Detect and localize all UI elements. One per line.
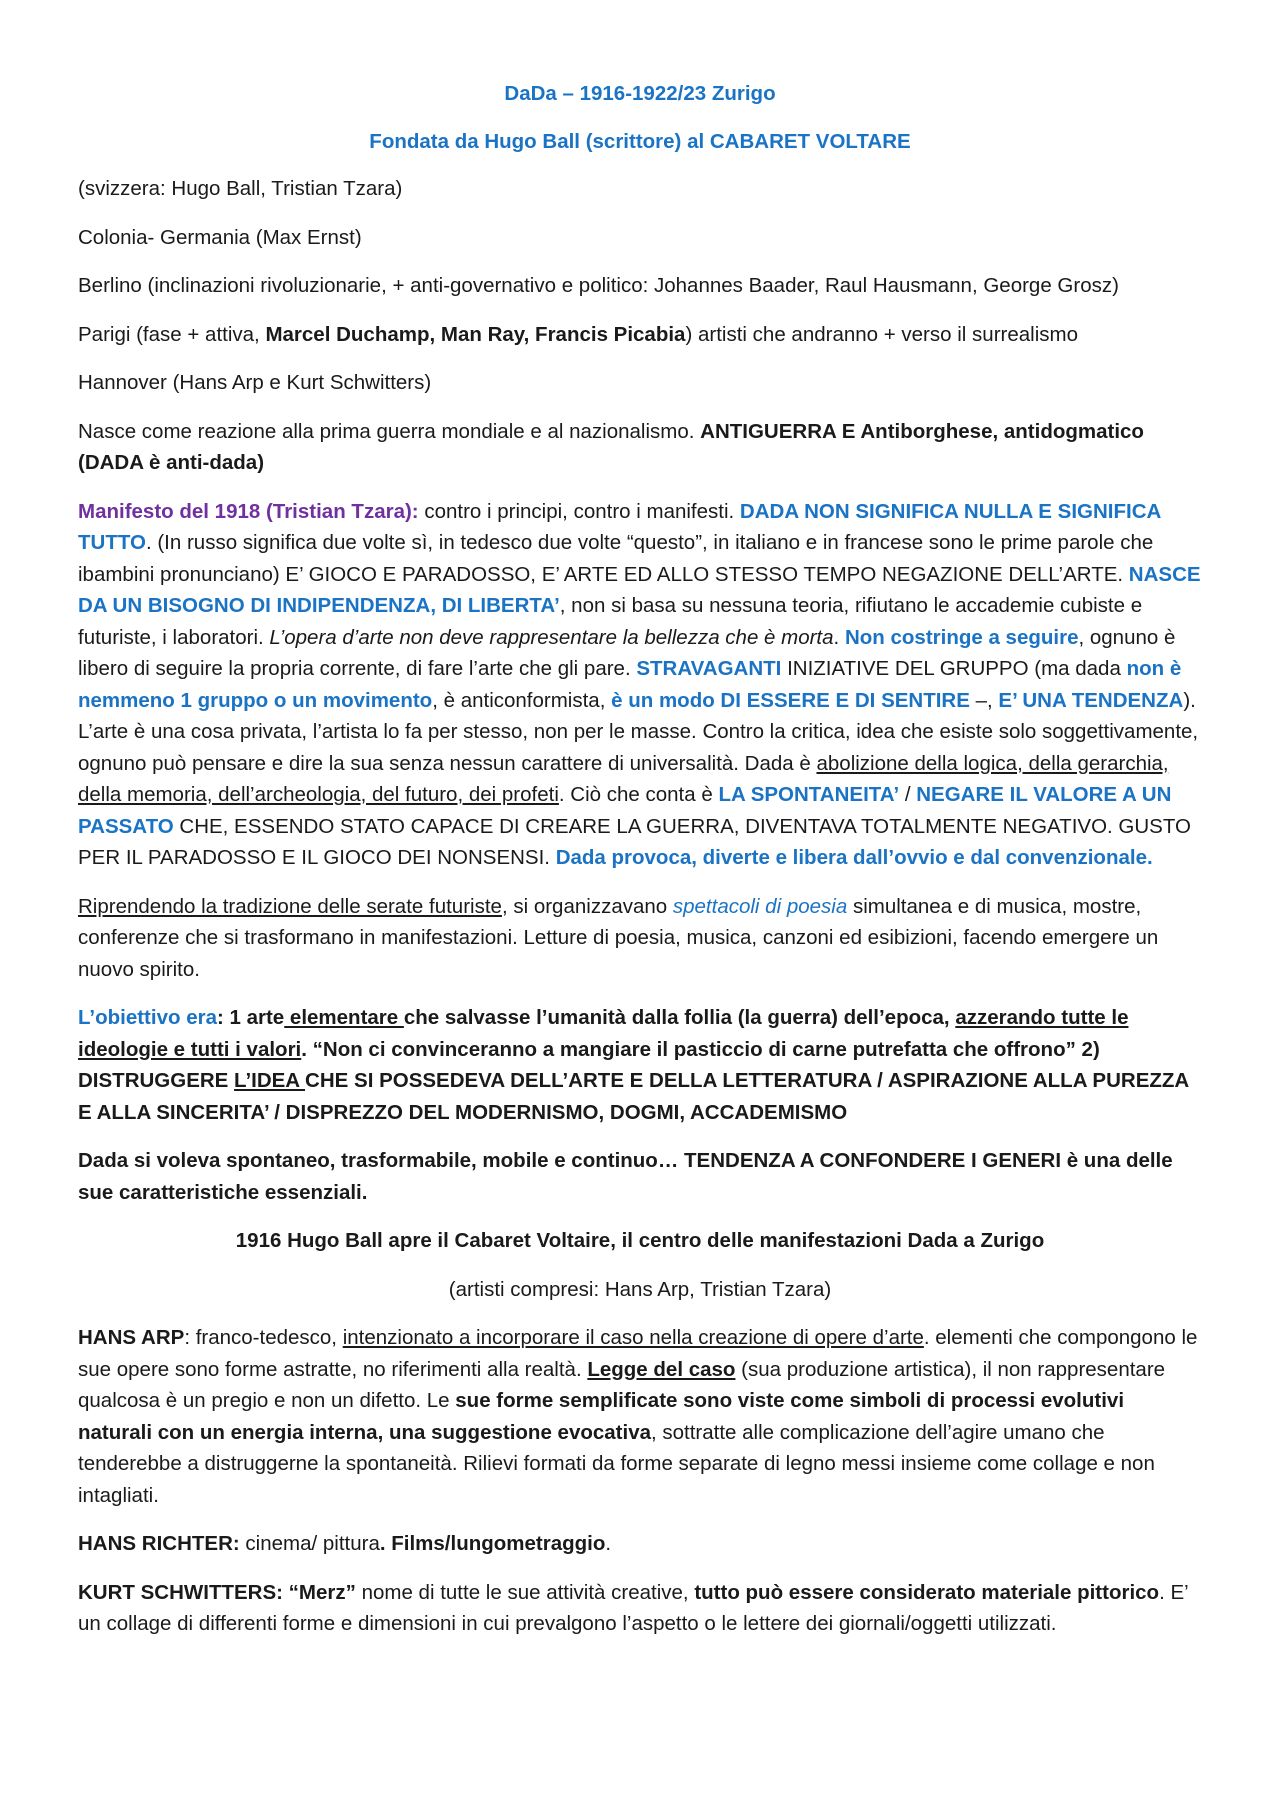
obiettivo-label: L’obiettivo era bbox=[78, 1006, 217, 1029]
paragraph-kurt-schwitters: KURT SCHWITTERS: “Merz” nome di tutte le sue attività creative, tutto può essere considerato materiale pittorico. E’ un collage di differenti forme e dimensioni in cui prevalgono l’aspetto o le lettere dei giornali/oggetti utilizzati. bbox=[78, 1580, 1188, 1635]
location-parigi: Parigi (fase + attiva, Marcel Duchamp, Man Ray, Francis Picabia) artisti che andranno + verso il surrealismo bbox=[78, 322, 1078, 346]
cabaret-artists: (artisti compresi: Hans Arp, Tristian Tzara) bbox=[448, 1277, 832, 1301]
location-hannover: Hannover (Hans Arp e Kurt Schwitters) bbox=[78, 371, 432, 394]
richter-name: HANS RICHTER: bbox=[78, 1532, 240, 1555]
page-subtitle: Fondata da Hugo Ball (scrittore) al CABARET VOLTARE bbox=[369, 129, 911, 153]
manifesto-heading: Manifesto del 1918 (Tristian Tzara): bbox=[78, 499, 419, 523]
cabaret-line: 1916 Hugo Ball apre il Cabaret Voltaire, il centro delle manifestazioni Dada a Zurigo bbox=[235, 1229, 1045, 1252]
paragraph-hans-richter: HANS RICHTER: cinema/ pittura. Films/lungometraggio. bbox=[78, 1532, 612, 1555]
location-berlino: Berlino (inclinazioni rivoluzionarie, + anti-governativo e politico: Johannes Baader, Raul Hausmann, George Grosz) bbox=[78, 274, 1119, 297]
paragraph-hans-arp: HANS ARP: franco-tedesco, intenzionato a incorporare il caso nella creazione di opere d’arte. elementi che compongono le sue opere sono forme astratte, no riferimenti alla realtà. Legge del caso (sua produzione artistica), il non rappresentare qualcosa è un pregio e non un difetto. Le sue forme semplificate sono viste come simboli di processi evolutivi naturali con un energia interna, una suggestione evocativa, sottratte alle complicazione dell’agire umano che tenderebbe a distruggerne la spontaneità. Rilievi formati da forme separate di legno messi insieme come collage e non intagliati. bbox=[78, 1326, 1198, 1507]
schwitters-name: KURT SCHWITTERS: “Merz” bbox=[78, 1580, 356, 1604]
page-title: DaDa – 1916-1922/23 Zurigo bbox=[504, 82, 776, 105]
paragraph-serate: Riprendendo la tradizione delle serate futuriste, si organizzavano spettacoli di poesia simultanea e di musica, mostre, conferenze che si trasformano in manifestazioni. Letture di poesia, musica, canzoni ed esibizioni, facendo emergere un nuovo spirito. bbox=[78, 894, 1159, 981]
paragraph-spontaneo: Dada si voleva spontaneo, trasformabile, mobile e continuo… TENDENZA A CONFONDERE I GENERI è una delle sue caratteristiche essenziali. bbox=[78, 1149, 1173, 1204]
paragraph-manifesto: Manifesto del 1918 (Tristian Tzara): contro i principi, contro i manifesti. DADA NON SIGNIFICA NULLA E SIGNIFICA TUTTO. (In russo significa due volte sì, in tedesco due volte “questo”, in italiano e in francese sono le prime parole che ibambini pronunciano) E’ GIOCO E PARADOSSO, E’ ARTE ED ALLO STESSO TEMPO NEGAZIONE DELL’ARTE. NASCE DA UN BISOGNO DI INDIPENDENZA, DI LIBERTA’, non si basa su nessuna teoria, rifiutano le accademie cubiste e futuriste, i laboratori. L’opera d’arte non deve rappresentare la bellezza che è morta. Non costringe a seguire, ognuno è libero di seguire la propria corrente, di fare l’arte che gli pare. STRAVAGANTI INIZIATIVE DEL GRUPPO (ma dada non è nemmeno 1 gruppo o un movimento, è anticonformista, è un modo DI ESSERE E DI SENTIRE –, E’ UNA TENDENZA). L’arte è una cosa privata, l’artista lo fa per stesso, non per le masse. Contro la critica, idea che esiste solo soggettivamente, ognuno può pensare e dire la sua senza nessun carattere di universalità. Dada è abolizione della logica, della gerarchia, della memoria, dell’archeologia, del futuro, dei profeti. Ciò che conta è LA SPONTANEITA’ / NEGARE IL VALORE A UN PASSATO CHE, ESSENDO STATO CAPACE DI CREARE LA GUERRA, DIVENTAVA TOTALMENTE NEGATIVO. GUSTO PER IL PARADOSSO E IL GIOCO DEI NONSENSI. Dada provoca, diverte e libera dall’ovvio e dal convenzionale. bbox=[78, 499, 1201, 869]
paragraph-obiettivo: L’obiettivo era: 1 arte elementare che salvasse l’umanità dalla follia (la guerra) dell’epoca, azzerando tutte le ideologie e tutti i valori. “Non ci convinceranno a mangiare il pasticcio di carne putrefatta che offrono” 2) DISTRUGGERE L’IDEA CHE SI POSSEDEVA DELL’ARTE E DELLA LETTERATURA / ASPIRAZIONE ALLA PUREZZA E ALLA SINCERITA’ / DISPREZZO DEL MODERNISMO, DOGMI, ACCADEMISMO bbox=[78, 1006, 1189, 1124]
location-svizzera: (svizzera: Hugo Ball, Tristian Tzara) bbox=[78, 177, 403, 200]
paragraph-nasce: Nasce come reazione alla prima guerra mondiale e al nazionalismo. ANTIGUERRA E Antiborghese, antidogmatico (DADA è anti-dada) bbox=[78, 419, 1144, 474]
location-colonia: Colonia- Germania (Max Ernst) bbox=[78, 225, 362, 249]
arp-name: HANS ARP bbox=[78, 1326, 185, 1349]
